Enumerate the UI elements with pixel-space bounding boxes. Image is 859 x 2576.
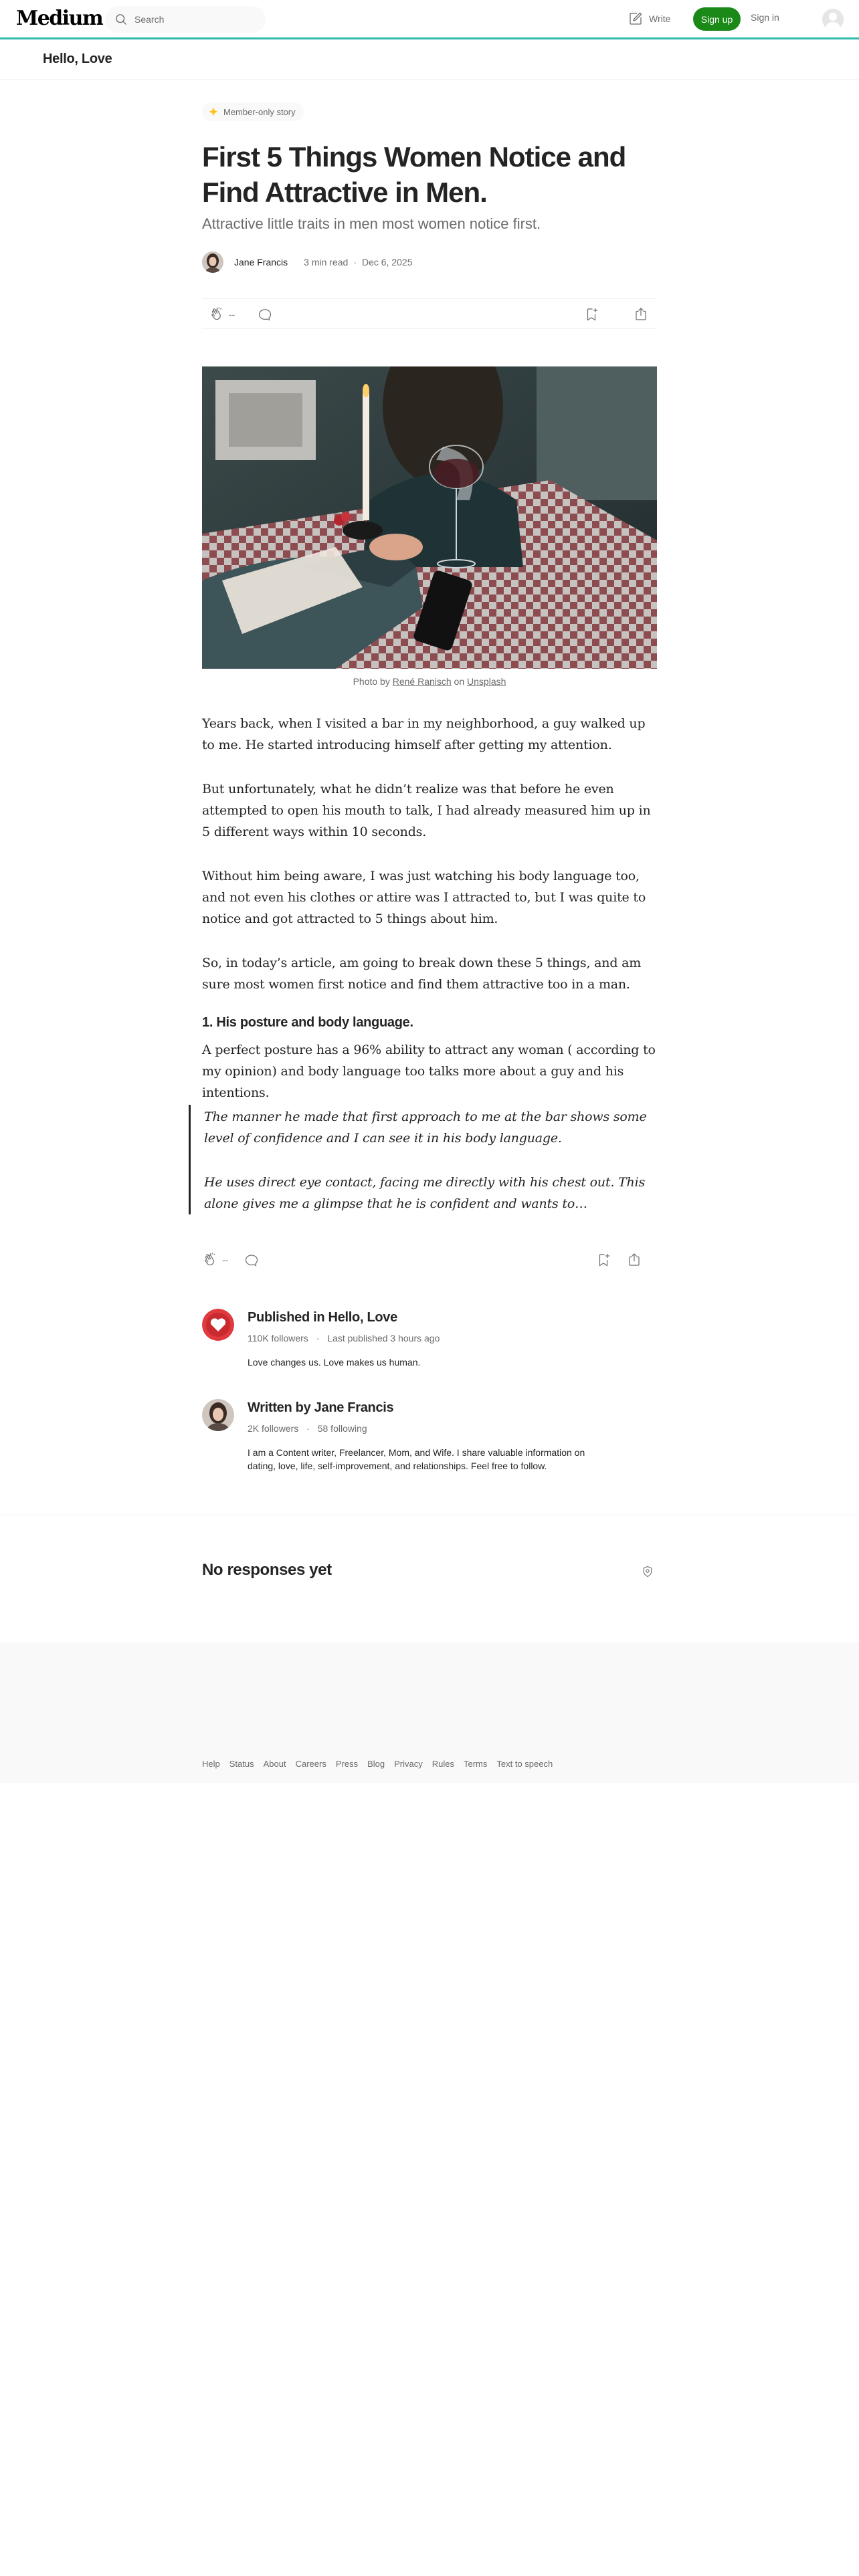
publication-meta [248, 1333, 440, 1344]
bottom-action-bar [202, 1250, 657, 1270]
caption-middle: on [451, 676, 468, 687]
write-button[interactable] [628, 9, 670, 28]
author-bio: I am a Content writer, Freelancer, Mom, and Wife. I share valuable information on dating, love, life, self-improvement, and relationships. Feel free to follow. [248, 1447, 585, 1471]
footer-link-privacy[interactable]: Privacy [394, 1759, 423, 1769]
blockquote [189, 1105, 657, 1214]
author-info [202, 1399, 657, 1479]
footer-link-text-to-speech[interactable]: Text to speech [496, 1759, 553, 1769]
article-title: First 5 Things Women Notice and Find Attractive in Men. [202, 141, 626, 208]
unsplash-link[interactable]: Unsplash [467, 676, 506, 687]
separator-dot: · [306, 1423, 310, 1434]
write-icon [628, 11, 644, 27]
publication-title-link[interactable]: Published in Hello, Love [248, 1310, 397, 1325]
publication-info [202, 1309, 657, 1376]
footer-link-terms[interactable]: Terms [463, 1759, 488, 1769]
footer-link-help[interactable]: Help [202, 1759, 220, 1769]
sign-in-link[interactable]: Sign in [751, 12, 779, 23]
author-title-link[interactable]: Written by Jane Francis [248, 1400, 394, 1415]
member-only-badge [202, 102, 304, 121]
share-icon [626, 1252, 642, 1268]
bottom-bookmark-button[interactable] [595, 1252, 611, 1268]
publication-bar [0, 39, 859, 80]
article-action-bar [202, 298, 657, 329]
quote-line-2: He uses direct eye contact, facing me directly with his chest out. This alone gives me a glimpse that he is confident and wants to… [204, 1175, 645, 1211]
search-input[interactable] [134, 6, 259, 33]
sign-up-button[interactable]: Sign up [693, 7, 741, 31]
photographer-link[interactable]: René Ranisch [392, 676, 452, 687]
share-icon [633, 306, 649, 322]
hero-image [202, 366, 657, 669]
bookmark-add-icon [583, 306, 599, 322]
star-icon [209, 107, 218, 116]
search-icon [114, 13, 128, 26]
paragraph-2: But unfortunately, what he didn’t realize was that before he even attempted to open his mouth to talk, I had already measured him up in 5 different ways within 10 seconds. [202, 782, 651, 839]
footer-links [202, 1759, 553, 1769]
byline [202, 249, 412, 276]
footer-link-rules[interactable]: Rules [432, 1759, 454, 1769]
top-navigation [0, 0, 859, 38]
footer-link-about[interactable]: About [263, 1759, 286, 1769]
separator-dot: · [316, 1333, 320, 1344]
clap-count: -- [229, 309, 235, 320]
separator-dot: · [353, 257, 357, 267]
paragraph-4: So, in today’s article, am going to break down these 5 things, and am sure most women first notice and find them attractive too in a man. [202, 956, 642, 992]
shield-icon[interactable] [641, 1565, 654, 1578]
comment-icon [257, 306, 273, 322]
member-badge-label: Member-only story [223, 106, 296, 117]
paragraph-3: Without him being aware, I was just watching his body language too, and not even his clothes or attire was I attracted to, but I was quite to notice and got attracted to 5 things about him. [202, 869, 646, 926]
footer-link-careers[interactable]: Careers [295, 1759, 326, 1769]
publish-date: Dec 6, 2025 [361, 257, 413, 267]
paragraph-1: Years back, when I visited a bar in my neighborhood, a guy walked up to me. He started introducing himself after getting my attention. [202, 716, 646, 752]
bottom-clap-count: -- [222, 1255, 229, 1265]
user-avatar-icon[interactable] [822, 9, 844, 30]
responses-section [0, 1515, 859, 1642]
author-avatar[interactable] [202, 251, 223, 273]
author-info-avatar[interactable] [202, 1399, 234, 1431]
caption-prefix: Photo by [353, 676, 393, 687]
publication-last-published: Last published 3 hours ago [327, 1333, 440, 1344]
author-name-link[interactable]: Jane Francis [234, 257, 288, 267]
search-box[interactable] [105, 6, 266, 33]
footer-link-status[interactable]: Status [229, 1759, 254, 1769]
bookmark-add-icon [595, 1252, 611, 1268]
comment-icon [244, 1252, 260, 1268]
publication-description: Love changes us. Love makes us human. [248, 1357, 421, 1368]
author-following[interactable]: 58 following [317, 1423, 367, 1434]
clap-button[interactable] [209, 306, 235, 322]
share-button[interactable] [633, 306, 649, 322]
responses-title: No responses yet [202, 1561, 332, 1579]
bottom-comment-button[interactable] [244, 1252, 260, 1268]
clap-icon [202, 1252, 218, 1268]
article-subtitle: Attractive little traits in men most women notice first. [202, 215, 541, 232]
section-paragraph: A perfect posture has a 96% ability to attract any woman ( according to my opinion) and body language too talks more about a guy and his intentions. [202, 1043, 656, 1100]
bottom-share-button[interactable] [626, 1252, 642, 1268]
footer-link-blog[interactable]: Blog [367, 1759, 385, 1769]
quote-line-1: The manner he made that first approach to me at the bar shows some level of confidence and I can see it in his body language. [204, 1109, 647, 1146]
clap-icon [209, 306, 225, 322]
author-followers[interactable]: 2K followers [248, 1423, 299, 1434]
section-heading: 1. His posture and body language. [202, 1015, 413, 1030]
footer-link-press[interactable]: Press [335, 1759, 359, 1769]
publication-followers: 110K followers [248, 1333, 308, 1344]
footer-area [0, 1642, 859, 1783]
bottom-clap-button[interactable] [202, 1252, 228, 1268]
comment-button[interactable] [257, 306, 273, 322]
author-meta [248, 1423, 367, 1434]
publication-logo[interactable] [202, 1309, 234, 1341]
read-time: 3 min read [304, 257, 349, 267]
medium-logo[interactable]: Medium [16, 7, 103, 30]
write-label: Write [649, 13, 671, 24]
bookmark-button[interactable] [583, 306, 599, 322]
image-caption [202, 676, 657, 687]
publication-name-link[interactable]: Hello, Love [43, 51, 112, 66]
